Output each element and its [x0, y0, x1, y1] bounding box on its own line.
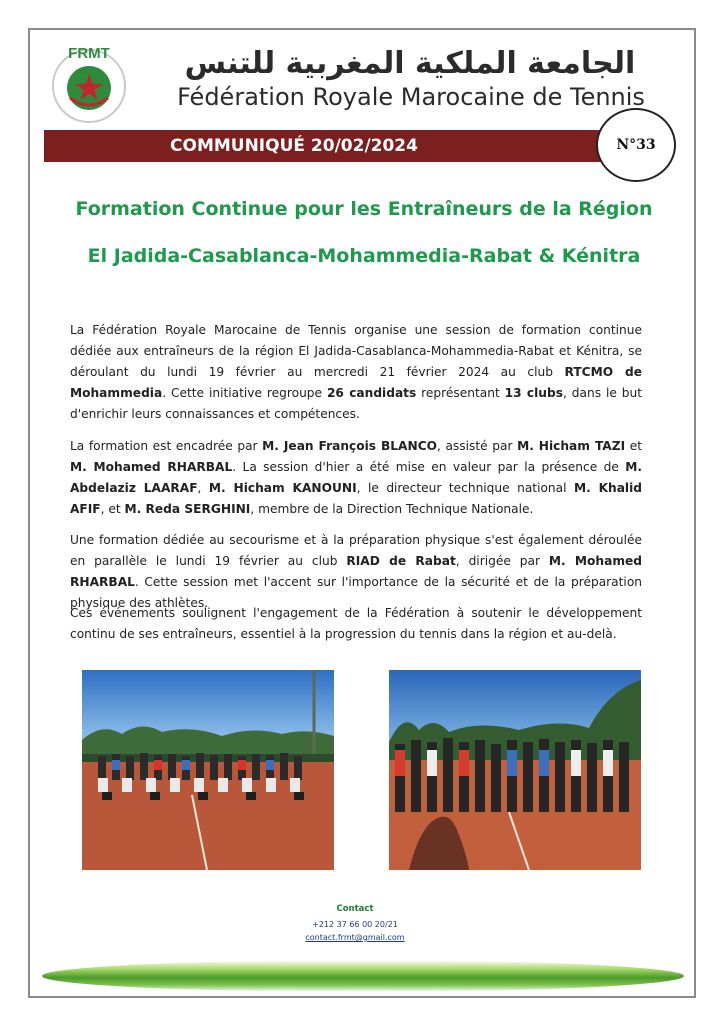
text-run: . La session d'hier a été mise en valeur par la présence de: [232, 460, 626, 474]
text-run: Ces événements soulignent l'engagement de la Fédération à soutenir le développement continu de ses entraîneurs, essentiel à la progression du tennis dans la région et au-delà.: [70, 606, 642, 641]
contact-email-link[interactable]: contact.frmt@gmail.com: [305, 933, 405, 942]
text-run: La formation est encadrée par: [70, 439, 263, 453]
text-run: représentant: [416, 386, 505, 400]
text-run: , dans le but d'enrichir leurs connaissances et compétences.: [70, 386, 642, 421]
text-run: Une formation dédiée au secourisme et à la préparation physique s'est également déroulée en parallèle le lundi 19 février au club: [70, 533, 642, 568]
text-run: et: [625, 439, 642, 453]
bold-text-run: M. Jean François BLANCO: [262, 439, 437, 453]
bold-text-run: 13 clubs: [504, 386, 563, 400]
bold-text-run: RTCMO de Mohammedia: [70, 365, 642, 400]
bold-text-run: M. Mohamed RHARBAL: [70, 554, 643, 589]
paragraph-first-aid: [70, 530, 642, 614]
federation-french-name: Fédération Royale Marocaine de Tennis: [177, 83, 645, 111]
bold-text-run: M. Hicham TAZI: [517, 439, 626, 453]
logo-text: FRMT: [68, 45, 110, 62]
paragraph-trainers: [70, 436, 642, 520]
title-line-2: El Jadida-Casablanca-Mohammedia-Rabat & Kénitra: [87, 245, 641, 267]
bold-text-run: M. Abdelaziz LAARAF: [70, 460, 642, 495]
bold-text-run: M. Mohamed RHARBAL: [70, 460, 233, 474]
communique-banner: [44, 130, 670, 162]
communique-date: COMMUNIQUÉ 20/02/2024: [170, 136, 418, 156]
paragraph-conclusion: [70, 603, 642, 645]
contact-heading: Contact: [336, 904, 374, 914]
communique-number-badge: N°33: [596, 108, 676, 182]
title-line-1: Formation Continue pour les Entraîneurs de la Région: [75, 198, 653, 220]
group-photo-court-2: [389, 670, 641, 870]
paragraph-intro: [70, 320, 642, 425]
text-run: , dirigée par: [455, 554, 549, 568]
bold-text-run: M. Hicham KANOUNI: [208, 481, 357, 495]
text-run: ,: [197, 481, 209, 495]
bold-text-run: M. Reda SERGHINI: [124, 502, 251, 516]
text-run: La Fédération Royale Marocaine de Tennis organise une session de formation continue dédiée aux entraîneurs de la région El Jadida-Casablanca-Mohammedia-Rabat et Kénitra, se déroulant du lundi 19 février au mercredi 21 février 2024 au club: [70, 323, 642, 379]
frmt-logo: [48, 42, 130, 124]
grass-footer-decoration: [42, 960, 684, 992]
text-run: , et: [100, 502, 125, 516]
federation-arabic-name: الجامعة الملكية المغربية للتنس: [184, 46, 636, 81]
text-run: , le directeur technique national: [356, 481, 574, 495]
bold-text-run: M. Khalid AFIF: [70, 481, 643, 516]
text-run: , assisté par: [437, 439, 518, 453]
text-run: . Cette session met l'accent sur l'importance de la sécurité et de la préparation physique des athlètes.: [70, 575, 642, 610]
text-run: . Cette initiative regroupe: [162, 386, 327, 400]
text-run: , membre de la Direction Technique Nationale.: [250, 502, 534, 516]
bold-text-run: RIAD de Rabat: [346, 554, 456, 568]
group-photo-court-1: [82, 670, 334, 870]
contact-phone: +212 37 66 00 20/21: [312, 920, 398, 929]
bold-text-run: 26 candidats: [326, 386, 417, 400]
